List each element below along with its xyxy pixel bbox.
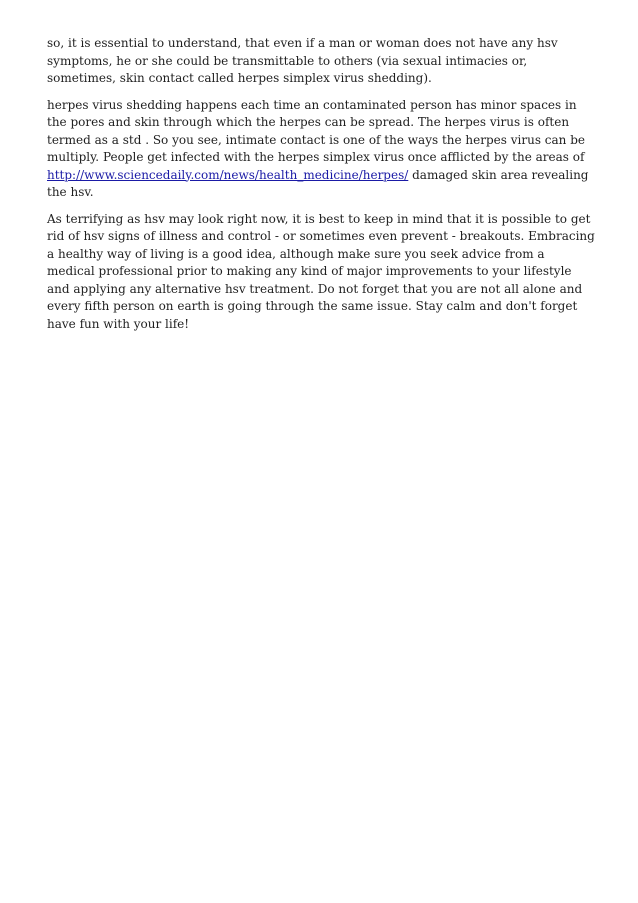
document-body (47, 35, 595, 342)
paragraph-shedding-intro: so, it is essential to understand, that even if a man or woman does not have any hsv symptoms, he or she could be transmittable to others (via sexual intimacies or, sometimes, skin contact called herpes simplex virus shedding). (47, 36, 558, 85)
paragraph-treatment-advice: As terrifying as hsv may look right now, it is best to keep in mind that it is possible to get rid of hsv signs of illness and control - or sometimes even prevent - breakouts. Embracing a healthy way of living is a good idea, although make sure you seek advice from a medical professional prior to making any kind of major improvements to your lifestyle and applying any alternative hsv treatment. Do not forget that you are not all alone and every fifth person on earth is going through the same issue. Stay calm and don't forget have fun with your life! (47, 211, 595, 331)
paragraph-text-after-link: damaged skin area revealing the hsv. (47, 167, 589, 199)
sciencedaily-herpes-link[interactable]: http://www.sciencedaily.com/news/health_medicine/herpes/ (47, 167, 409, 182)
paragraph-virus-shedding (47, 97, 595, 202)
paragraph-text-before-link: herpes virus shedding happens each time an contaminated person has minor spaces in the pores and skin through which the herpes can be spread. The herpes virus is often termed as a std . So you see, intimate contact is one of the ways the herpes virus can be multiply. People get infected with the herpes simplex virus once afflicted by the areas of (47, 97, 585, 164)
